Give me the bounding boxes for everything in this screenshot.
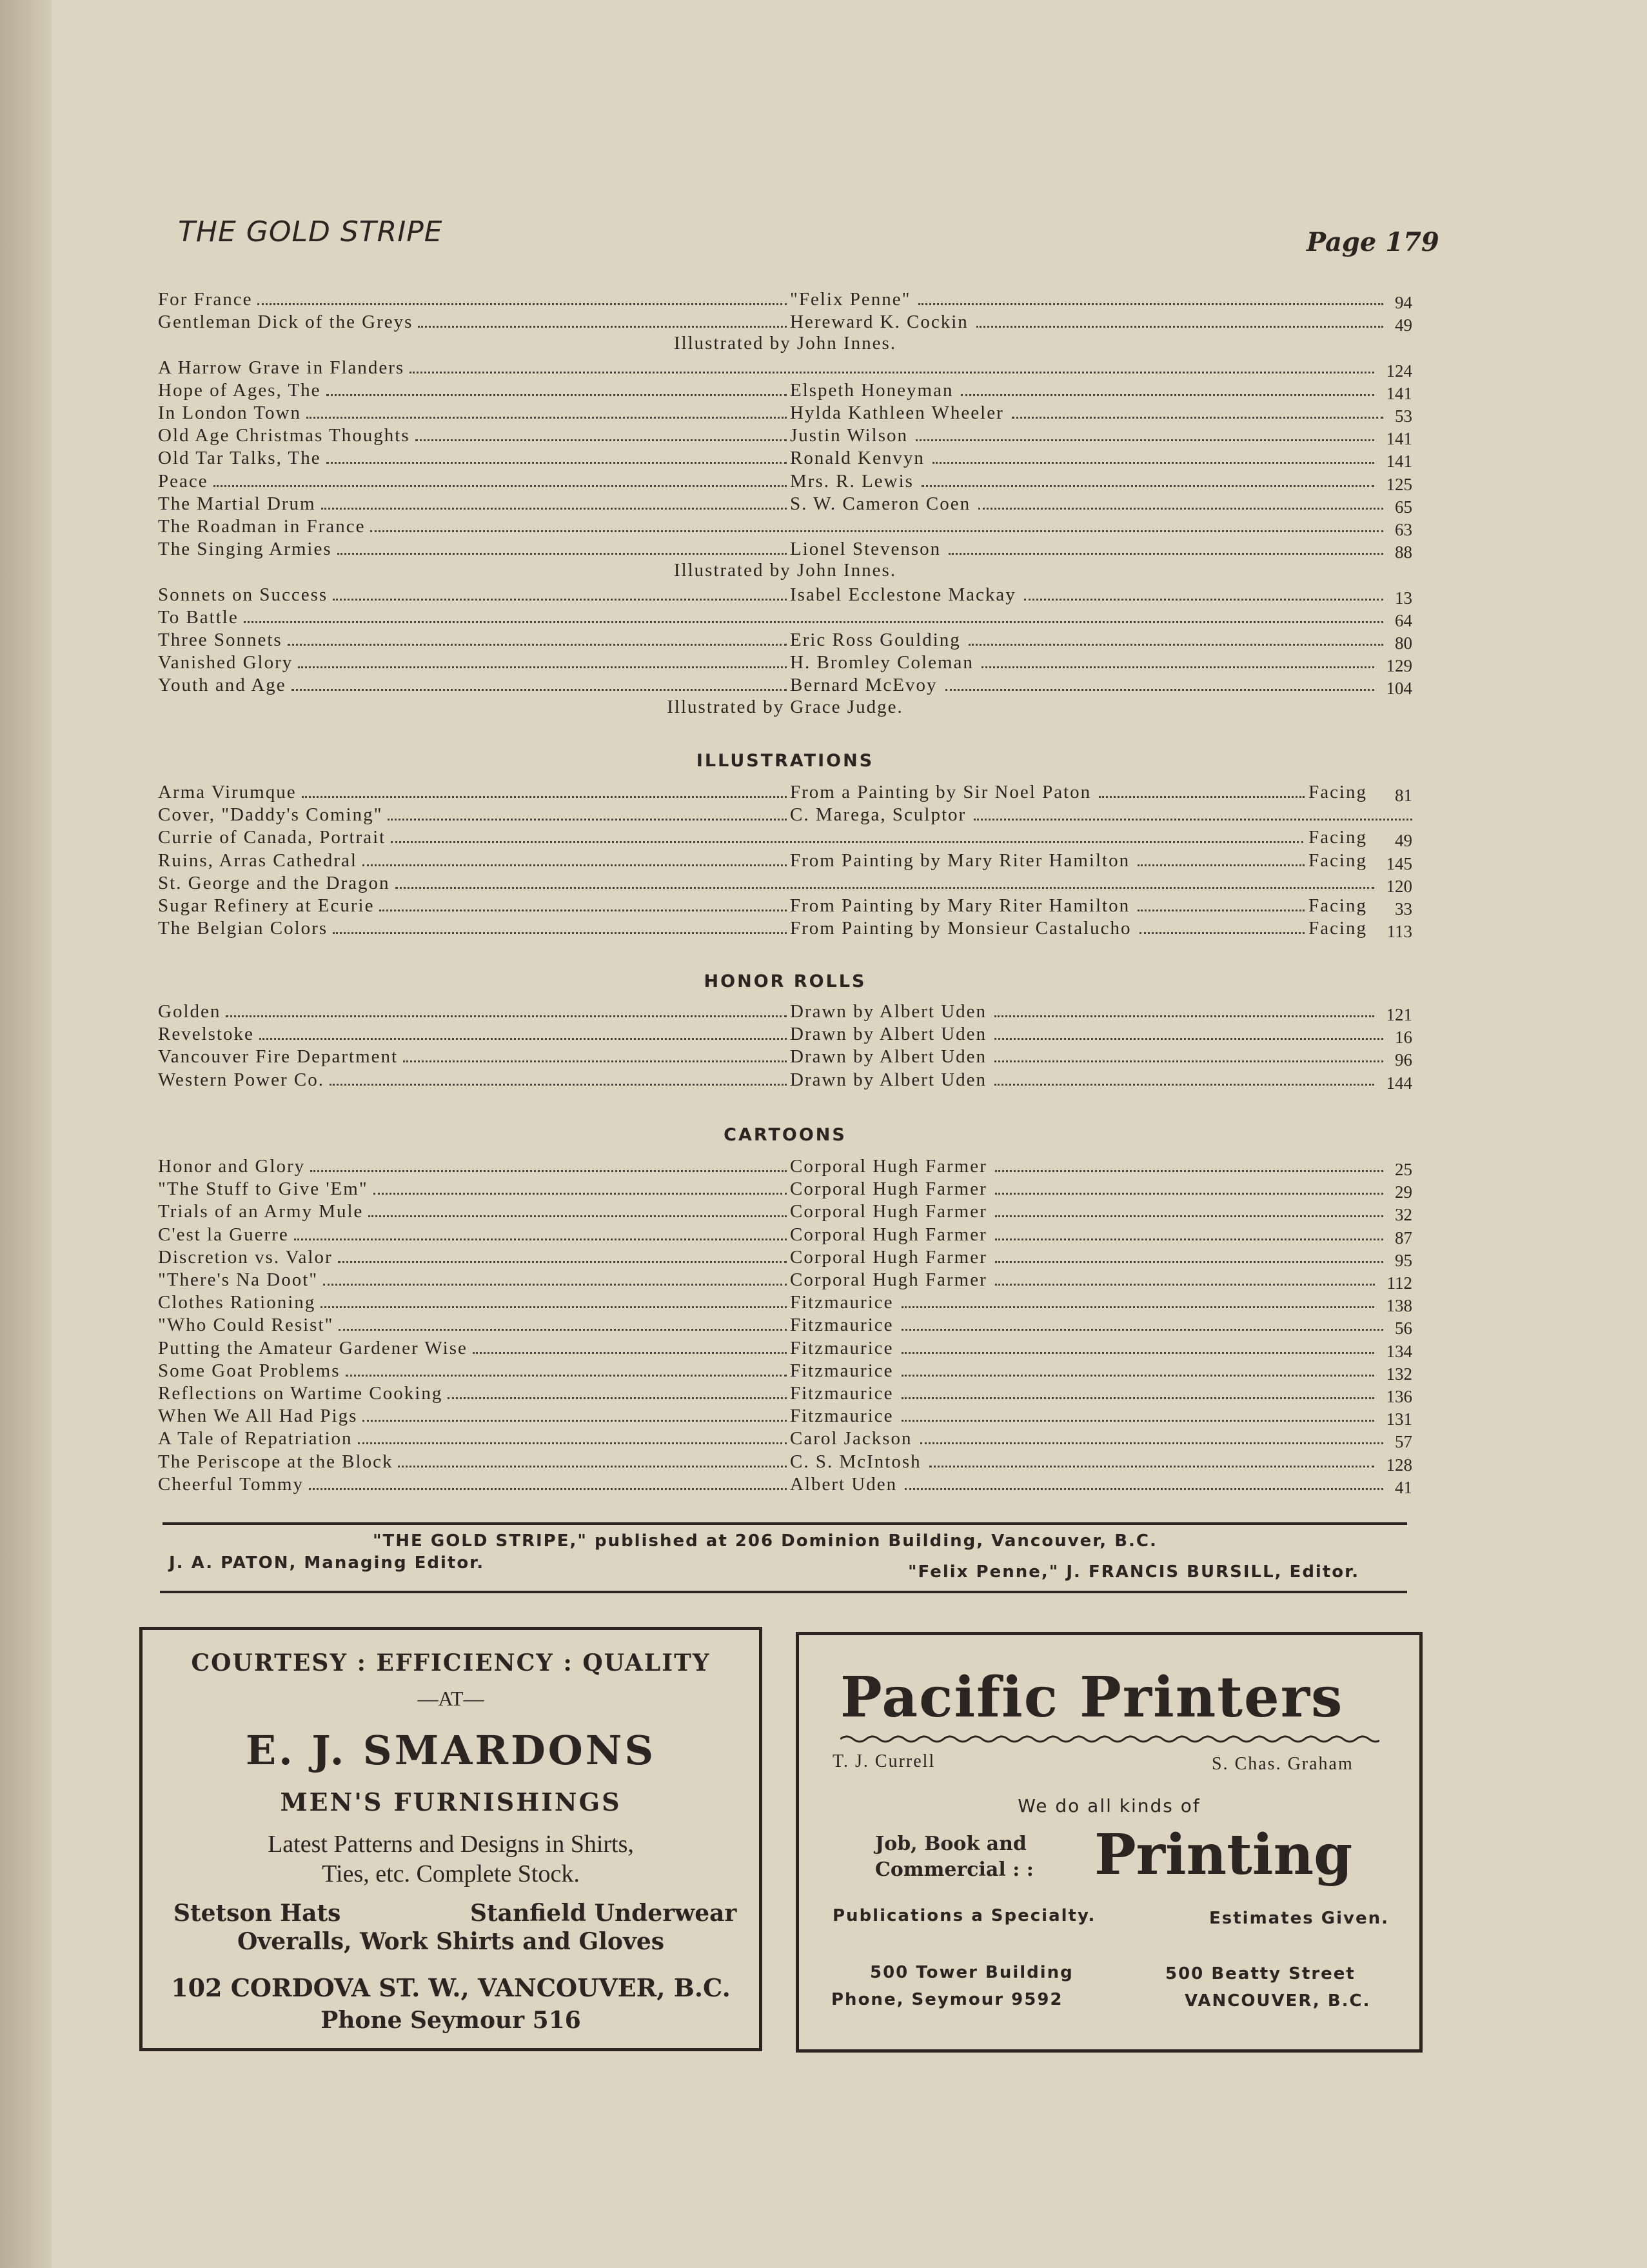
dot-leader: [995, 1193, 1383, 1195]
list-item: [158, 425, 1412, 447]
entry-page-number: 141: [1386, 452, 1412, 472]
entry-facing: Facing: [1308, 782, 1367, 802]
dot-leader: [391, 841, 1303, 843]
dot-leader: [333, 932, 787, 934]
entry-contributor: Albert Uden: [790, 1473, 898, 1495]
dot-leader: [321, 1306, 787, 1308]
dot-leader: [294, 1238, 787, 1240]
entry-contributor: Bernard McEvoy: [790, 675, 938, 696]
entry-contributor: Drawn by Albert Uden: [790, 1046, 987, 1068]
list-item: [158, 1383, 1412, 1405]
dot-leader: [288, 644, 787, 646]
list-item: [158, 1179, 1412, 1200]
list-item: [158, 1269, 1412, 1291]
entry-page-number: 87: [1395, 1228, 1412, 1248]
list-item: [158, 380, 1412, 402]
dot-leader: [346, 1375, 787, 1377]
entry-page-number: 16: [1395, 1028, 1412, 1048]
dot-leader: [918, 303, 1383, 305]
entry-page-number: 128: [1386, 1455, 1412, 1475]
entry-contributor: Corporal Hugh Farmer: [790, 1269, 987, 1290]
entry-facing: Facing: [1308, 827, 1367, 848]
dot-leader: [902, 1306, 1374, 1308]
smardons-name: E. J. SMARDONS: [245, 1727, 656, 1774]
list-item: [158, 403, 1412, 424]
entry-title: The Roadman in France: [158, 516, 366, 537]
dot-leader: [226, 1015, 787, 1017]
masthead-editor: "Felix Penne," J. FRANCIS BURSILL, Editor.: [908, 1562, 1360, 1582]
dot-leader: [995, 1261, 1383, 1263]
dot-leader: [448, 1397, 787, 1399]
dot-leader: [337, 553, 787, 555]
dot-leader: [902, 1397, 1374, 1399]
dot-leader: [306, 417, 787, 419]
list-item: [158, 918, 1412, 940]
dot-leader: [309, 1488, 787, 1490]
entry-title: St. George and the Dragon: [158, 872, 390, 893]
entry-facing: Facing: [1308, 850, 1367, 871]
entry-contributor: From Painting by Mary Riter Hamilton: [790, 850, 1130, 871]
entry-contributor: From Painting by Mary Riter Hamilton: [790, 895, 1130, 916]
smardons-at: —AT—: [417, 1687, 484, 1710]
list-item: [158, 1428, 1412, 1450]
list-item: [158, 607, 1412, 629]
list-item: [158, 1156, 1412, 1178]
printers-address-left-1: 500 Tower Building: [870, 1963, 1074, 1982]
dot-leader: [932, 462, 1374, 464]
entry-contributor: From Painting by Monsieur Castalucho: [790, 918, 1132, 939]
dot-leader: [995, 1284, 1375, 1286]
entry-page-number: 132: [1386, 1364, 1412, 1384]
printers-printing: Printing: [1094, 1822, 1353, 1887]
dot-leader: [945, 689, 1374, 691]
entry-title: Revelstoke: [158, 1024, 254, 1045]
pacific-printers-advertisement: [796, 1632, 1423, 2053]
entry-page-number: 64: [1395, 610, 1412, 630]
entry-title: "There's Na Doot": [158, 1269, 319, 1290]
masthead-publisher: "THE GOLD STRIPE," published at 206 Dominion Building, Vancouver, B.C.: [373, 1531, 1158, 1551]
entry-page-number: 145: [1386, 853, 1412, 873]
list-item: [158, 630, 1412, 652]
entry-contributor: Fitzmaurice: [790, 1337, 894, 1358]
smardons-slogan: COURTESY : EFFICIENCY : QUALITY: [191, 1649, 711, 1676]
dot-leader: [902, 1375, 1374, 1377]
list-item: [158, 850, 1412, 872]
list-item: [158, 1338, 1412, 1360]
dot-leader: [994, 1015, 1374, 1017]
printers-wavy-rule: [840, 1735, 1379, 1744]
entry-page-number: 96: [1395, 1050, 1412, 1070]
printers-estimates: Estimates Given.: [1209, 1909, 1390, 1928]
entry-page-number: 65: [1395, 497, 1412, 517]
list-item: [158, 1024, 1412, 1046]
dot-leader: [302, 796, 787, 798]
printers-name: Pacific Printers: [840, 1665, 1344, 1730]
dot-leader: [298, 666, 787, 668]
entry-contributor: Drawn by Albert Uden: [790, 1001, 987, 1022]
illustration-credit: Illustrated by John Innes.: [673, 333, 897, 354]
dot-leader: [326, 394, 787, 396]
entry-title: The Martial Drum: [158, 493, 316, 514]
dot-leader: [1138, 910, 1305, 911]
entry-page-number: 95: [1395, 1250, 1412, 1270]
dot-leader: [338, 1261, 787, 1263]
entry-title: Clothes Rationing: [158, 1292, 316, 1313]
entry-page-number: 141: [1386, 383, 1412, 403]
entry-page-number: 33: [1395, 899, 1412, 919]
masthead-rule-top: [163, 1522, 1407, 1525]
entry-facing: Facing: [1308, 895, 1367, 916]
entry-title: Gentleman Dick of the Greys: [158, 312, 413, 333]
dot-leader: [902, 1420, 1374, 1422]
dot-leader: [257, 303, 787, 305]
entry-contributor: H. Bromley Coleman: [790, 652, 974, 673]
entry-title: Putting the Amateur Gardener Wise: [158, 1337, 468, 1358]
dot-leader: [995, 1170, 1383, 1172]
smardons-description-2: Ties, etc. Complete Stock.: [322, 1860, 580, 1887]
entry-title: Honor and Glory: [158, 1156, 306, 1177]
dot-leader: [994, 1060, 1383, 1062]
entry-page-number: 120: [1386, 876, 1412, 896]
entry-contributor: Hereward K. Cockin: [790, 312, 969, 333]
masthead-managing-editor: J. A. PATON, Managing Editor.: [169, 1553, 485, 1573]
dot-leader: [291, 689, 787, 691]
printers-person-left: T. J. Currell: [833, 1751, 936, 1771]
entry-title: Vanished Glory: [158, 652, 293, 673]
dot-leader: [370, 530, 1383, 532]
list-item: [158, 1360, 1412, 1382]
dot-leader: [976, 326, 1383, 328]
entry-title: A Tale of Repatriation: [158, 1428, 353, 1449]
entry-contributor: C. Marega, Sculptor: [790, 804, 967, 826]
entry-page-number: 49: [1395, 315, 1412, 335]
dot-leader: [995, 1238, 1383, 1240]
entry-page-number: 141: [1386, 429, 1412, 449]
list-item: [158, 1315, 1412, 1337]
entry-page-number: 81: [1395, 786, 1412, 805]
entry-title: C'est la Guerre: [158, 1224, 289, 1245]
dot-leader: [905, 1488, 1383, 1490]
entry-page-number: 125: [1386, 474, 1412, 494]
dot-leader: [213, 485, 787, 487]
dot-leader: [961, 394, 1374, 396]
smardons-phone: Phone Seymour 516: [321, 2007, 581, 2034]
dot-leader: [330, 1084, 787, 1086]
dot-leader: [415, 439, 787, 441]
dot-leader: [1024, 599, 1383, 601]
list-item: [158, 1247, 1412, 1269]
entry-contributor: Drawn by Albert Uden: [790, 1024, 987, 1045]
smardons-item-hats: Stetson Hats: [173, 1900, 341, 1927]
entry-page-number: 63: [1395, 520, 1412, 539]
smardons-item-underwear: Stanfield Underwear: [470, 1900, 737, 1927]
entry-page-number: 41: [1395, 1477, 1412, 1497]
entry-contributor: Fitzmaurice: [790, 1315, 894, 1336]
list-item: [158, 584, 1412, 606]
entry-title: A Harrow Grave in Flanders: [158, 357, 405, 378]
dot-leader: [1139, 932, 1305, 934]
masthead-rule-bottom: [160, 1591, 1407, 1593]
entry-page-number: 94: [1395, 293, 1412, 312]
entry-title: Sonnets on Success: [158, 584, 328, 605]
printers-person-right: S. Chas. Graham: [1212, 1754, 1354, 1774]
entry-contributor: Fitzmaurice: [790, 1292, 894, 1313]
dot-leader: [473, 1352, 787, 1354]
entry-title: Ruins, Arras Cathedral: [158, 850, 357, 871]
entry-contributor: Eric Ross Goulding: [790, 630, 961, 650]
list-item: [158, 1406, 1412, 1427]
entry-contributor: Fitzmaurice: [790, 1360, 894, 1381]
entry-title: The Periscope at the Block: [158, 1451, 393, 1472]
printers-specialty: Publications a Specialty.: [833, 1906, 1096, 1925]
dot-leader: [902, 1352, 1374, 1354]
entry-title: Cheerful Tommy: [158, 1473, 304, 1495]
dot-leader: [994, 1038, 1383, 1040]
printers-kinds-2: Commercial : :: [875, 1858, 1034, 1881]
entry-page-number: 138: [1386, 1296, 1412, 1316]
running-head-title: THE GOLD STRIPE: [178, 215, 443, 248]
entry-contributor: Corporal Hugh Farmer: [790, 1246, 987, 1268]
entry-contributor: Drawn by Albert Uden: [790, 1069, 987, 1090]
entry-contributor: Corporal Hugh Farmer: [790, 1156, 987, 1177]
entry-page-number: 104: [1386, 679, 1412, 699]
entry-title: Youth and Age: [158, 675, 286, 696]
entry-contributor: Corporal Hugh Farmer: [790, 1201, 987, 1222]
dot-leader: [974, 819, 1412, 821]
entry-contributor: Ronald Kenvyn: [790, 448, 925, 469]
dot-leader: [321, 508, 787, 510]
entry-title: In London Town: [158, 403, 301, 423]
printers-address-right-2: VANCOUVER, B.C.: [1185, 1991, 1371, 2011]
entry-page-number: 144: [1386, 1073, 1412, 1093]
dot-leader: [978, 508, 1383, 510]
list-item: [158, 1046, 1412, 1068]
dot-leader: [1138, 864, 1305, 866]
printers-address-right-1: 500 Beatty Street: [1165, 1964, 1356, 1984]
dot-leader: [403, 1060, 787, 1062]
dot-leader: [259, 1038, 787, 1040]
dot-leader: [323, 1284, 787, 1286]
running-head-page-number: Page 179: [1307, 227, 1439, 257]
entry-contributor: Justin Wilson: [790, 425, 909, 446]
dot-leader: [418, 326, 787, 328]
entry-page-number: 131: [1386, 1409, 1412, 1429]
dot-leader: [994, 1084, 1374, 1086]
entry-contributor: "Felix Penne": [790, 289, 911, 310]
entry-title: Peace: [158, 470, 208, 492]
entry-contributor: S. W. Cameron Coen: [790, 493, 971, 514]
entry-contributor: Lionel Stevenson: [790, 539, 942, 560]
entry-title: Old Tar Talks, The: [158, 448, 321, 469]
entry-page-number: 49: [1395, 831, 1412, 851]
dot-leader: [395, 887, 1374, 889]
dot-leader: [1012, 417, 1383, 419]
entry-page-number: 136: [1386, 1387, 1412, 1406]
list-item: [158, 804, 1412, 826]
dot-leader: [326, 462, 787, 464]
dot-leader: [916, 439, 1374, 441]
dot-leader: [1099, 796, 1305, 798]
entry-title: For France: [158, 289, 253, 310]
list-item: [158, 1201, 1412, 1223]
entry-title: "Who Could Resist": [158, 1315, 334, 1336]
entry-page-number: 56: [1395, 1318, 1412, 1338]
entry-contributor: Fitzmaurice: [790, 1406, 894, 1427]
section-heading-honor-rolls: HONOR ROLLS: [704, 971, 867, 991]
dot-leader: [358, 1442, 787, 1444]
smardons-items-2: Overalls, Work Shirts and Gloves: [237, 1928, 665, 1955]
entry-title: Three Sonnets: [158, 630, 282, 650]
dot-leader: [969, 644, 1383, 646]
entry-contributor: Elspeth Honeyman: [790, 379, 954, 401]
entry-contributor: Hylda Kathleen Wheeler: [790, 403, 1004, 423]
dot-leader: [920, 1442, 1383, 1444]
smardons-address: 102 CORDOVA ST. W., VANCOUVER, B.C.: [171, 1973, 731, 2002]
section-heading-illustrations: ILLUSTRATIONS: [696, 751, 874, 771]
smardons-subtitle: MEN'S FURNISHINGS: [280, 1787, 622, 1816]
entry-title: Western Power Co.: [158, 1069, 324, 1090]
entry-page-number: 25: [1395, 1160, 1412, 1179]
dot-leader: [333, 599, 787, 601]
entry-page-number: 124: [1386, 361, 1412, 381]
entry-contributor: Carol Jackson: [790, 1428, 912, 1449]
dot-leader: [981, 666, 1374, 668]
list-item: [158, 1474, 1412, 1496]
printers-kinds-1: Job, Book and: [875, 1833, 1027, 1855]
dot-leader: [362, 864, 787, 866]
entry-title: Vancouver Fire Department: [158, 1046, 399, 1068]
entry-contributor: Isabel Ecclestone Mackay: [790, 584, 1016, 605]
list-item: [158, 1224, 1412, 1246]
dot-leader: [362, 1420, 787, 1422]
entry-contributor: Corporal Hugh Farmer: [790, 1179, 987, 1200]
list-item: [158, 652, 1412, 674]
illustration-credit: Illustrated by Grace Judge.: [667, 696, 903, 717]
list-item: [158, 471, 1412, 493]
entry-contributor: Corporal Hugh Farmer: [790, 1224, 987, 1245]
entry-contributor: C. S. McIntosh: [790, 1451, 922, 1472]
entry-title: Cover, "Daddy's Coming": [158, 804, 383, 826]
smardons-advertisement: [139, 1627, 762, 2051]
list-item: [158, 539, 1412, 561]
entry-page-number: 13: [1395, 588, 1412, 608]
book-gutter: [0, 0, 52, 2268]
printers-tagline: We do all kinds of: [1018, 1795, 1201, 1816]
entry-page-number: 113: [1386, 922, 1412, 942]
list-item: [158, 1451, 1412, 1473]
printers-address-left-2: Phone, Seymour 9592: [831, 1990, 1063, 2009]
dot-leader: [409, 372, 1374, 373]
entry-title: Golden: [158, 1001, 221, 1022]
entry-title: Trials of an Army Mule: [158, 1201, 364, 1222]
dot-leader: [339, 1329, 787, 1331]
entry-page-number: 80: [1395, 633, 1412, 653]
dot-leader: [922, 485, 1374, 487]
dot-leader: [949, 553, 1383, 555]
entry-title: To Battle: [158, 606, 239, 628]
dot-leader: [929, 1466, 1374, 1467]
list-item: [158, 493, 1412, 515]
list-item: [158, 827, 1412, 849]
list-item: [158, 289, 1412, 311]
entry-title: Hope of Ages, The: [158, 379, 321, 401]
list-item: [158, 782, 1412, 804]
dot-leader: [398, 1466, 787, 1467]
entry-title: Arma Virumque: [158, 782, 297, 802]
illustration-credit: Illustrated by John Innes.: [673, 560, 897, 581]
entry-page-number: 134: [1386, 1341, 1412, 1361]
list-item: [158, 1069, 1412, 1091]
entry-title: Discretion vs. Valor: [158, 1246, 333, 1268]
smardons-description-1: Latest Patterns and Designs in Shirts,: [268, 1831, 634, 1858]
entry-title: Reflections on Wartime Cooking: [158, 1383, 443, 1404]
dot-leader: [902, 1329, 1383, 1331]
entry-title: The Belgian Colors: [158, 918, 328, 939]
list-item: [158, 675, 1412, 697]
entry-title: Currie of Canada, Portrait: [158, 827, 386, 848]
entry-page-number: 112: [1386, 1273, 1412, 1293]
entry-facing: Facing: [1308, 918, 1367, 939]
entry-contributor: Mrs. R. Lewis: [790, 470, 914, 492]
entry-page-number: 53: [1395, 406, 1412, 426]
list-item: [158, 448, 1412, 470]
entry-contributor: From a Painting by Sir Noel Paton: [790, 782, 1092, 802]
dot-leader: [995, 1215, 1383, 1217]
entry-page-number: 32: [1395, 1205, 1412, 1225]
entry-page-number: 29: [1395, 1182, 1412, 1202]
dot-leader: [310, 1170, 787, 1172]
entry-title: "The Stuff to Give 'Em": [158, 1179, 368, 1200]
entry-contributor: Fitzmaurice: [790, 1383, 894, 1404]
section-heading-cartoons: CARTOONS: [724, 1125, 847, 1145]
entry-title: Some Goat Problems: [158, 1360, 340, 1381]
entry-page-number: 57: [1395, 1432, 1412, 1452]
entry-title: When We All Had Pigs: [158, 1406, 358, 1427]
list-item: [158, 873, 1412, 895]
list-item: [158, 895, 1412, 917]
entry-title: Sugar Refinery at Ecurie: [158, 895, 375, 916]
entry-page-number: 129: [1386, 656, 1412, 676]
list-item: [158, 312, 1412, 333]
dot-leader: [379, 910, 787, 911]
entry-page-number: 88: [1395, 542, 1412, 562]
list-item: [158, 1292, 1412, 1314]
dot-leader: [368, 1215, 787, 1217]
dot-leader: [244, 621, 1383, 623]
dot-leader: [373, 1193, 787, 1195]
list-item: [158, 1001, 1412, 1023]
list-item: [158, 357, 1412, 379]
entry-title: The Singing Armies: [158, 539, 332, 560]
dot-leader: [388, 819, 787, 821]
entry-page-number: 121: [1386, 1005, 1412, 1024]
list-item: [158, 516, 1412, 538]
entry-title: Old Age Christmas Thoughts: [158, 425, 410, 446]
